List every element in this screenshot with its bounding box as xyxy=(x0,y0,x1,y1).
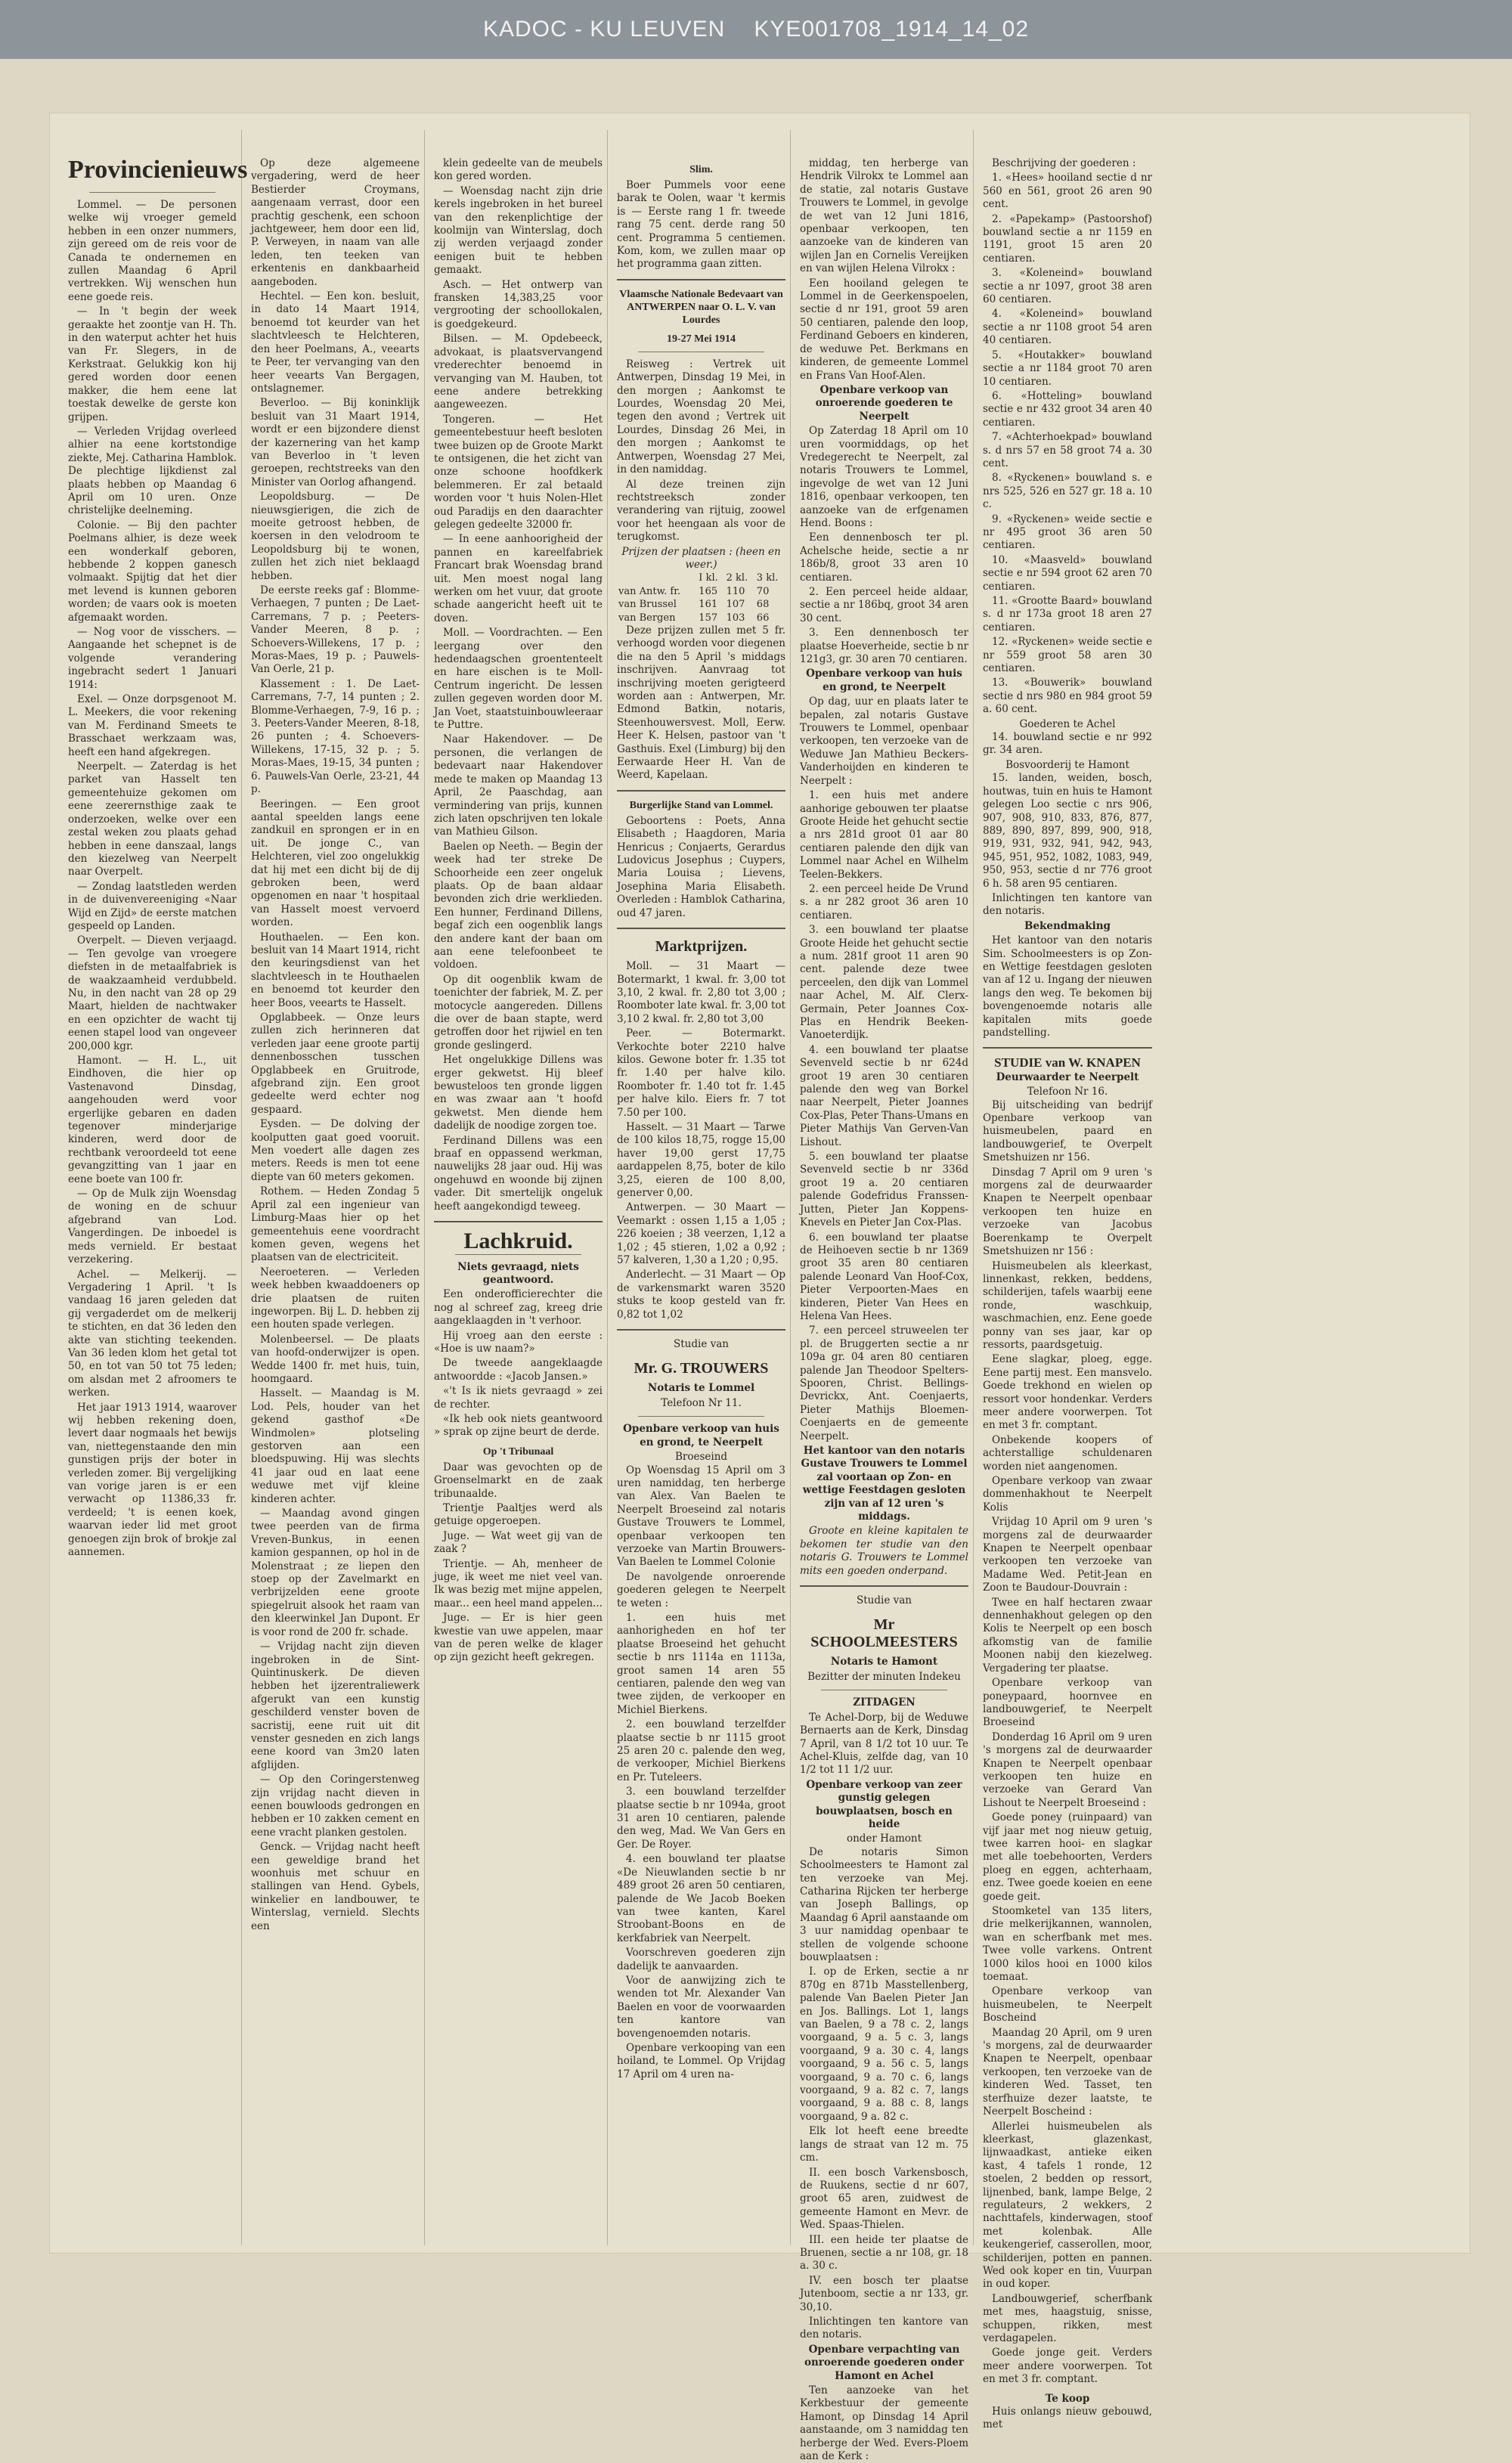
table-row xyxy=(617,598,785,611)
article-paragraph: De eerste reeks gaf : Blomme-Verhaegen, 7 punten ; De Laet-Carremans, 7 p. ; Peeters-Vander Meeren, 8 p. ; Schoevers-Willekens, 17 p. ; Moras-Maes, 19 p. ; Pauwels-Van Oerle, 21 p. xyxy=(251,584,420,676)
article-paragraph: Hasselt. — 31 Maart — Tarwe de 100 kilos 18,75, rogge 15,00 haver 19,00 gerst 17,75 aardappelen 8,75, boter de kilo 3,25, eieren de 100 8,00, generver 0,00. xyxy=(617,1120,785,1199)
subsection-label: Bosvoorderij te Hamont xyxy=(1005,758,1129,771)
article-paragraph: Inlichtingen ten kantore van den notaris. xyxy=(983,891,1152,918)
divider xyxy=(434,1221,603,1222)
article-paragraph: — Woensdag nacht zijn drie kerels ingebroken in het bureel van den rekenplichtige der koolmijn van Winterslag, doch zij werden verjaagd zonder eenigen buit te hebben gemaakt. xyxy=(434,184,603,277)
divider xyxy=(617,1329,785,1331)
divider xyxy=(617,279,785,280)
article-paragraph: Lommel. — De personen welke wij vroeger gemeld hebben in een onzer nummers, zijn gereed om de reis voor de Canada te ondernemen en zullen Maandag 6 April vertrekken. Wij wenschen hun eene goede reis. xyxy=(68,199,237,303)
article-paragraph: III. een heide ter plaatse de Bruenen, sectie a nr 108, gr. 18 a. 30 c. xyxy=(800,2233,968,2272)
table-cell: I kl. xyxy=(699,572,718,584)
article-paragraph: IV. een bosch ter plaatse Jutenboom, sectie a nr 133, gr. 30,10. xyxy=(800,2274,968,2313)
prices-title: Prijzen der plaatsen : (heen en weer.) xyxy=(621,545,781,571)
article-paragraph: Voorschreven goederen zijn dadelijk te aanvaarden. xyxy=(617,1947,785,1972)
article-paragraph: 1. een huis met andere aanhorige gebouwen ter plaatse Groote Heide het gehucht sectie a nrs 281d groot 01 aar 80 centiaren palende den dijk van Lommel naar Achel en Wilhelm Teelen-Bekkers. xyxy=(800,789,968,881)
te-koop-title: Te koop xyxy=(1045,2392,1090,2405)
article-paragraph: — Maandag avond gingen twee peerden van de firma Vreven-Bunkus, in eenen kamion gespannen, op hol in de Molenstraat ; ze liepen den stoep op der Zavelmarkt en verbrijzelden eene groote spiegelruit alsook het raam van den kleerwinkel Jan Dupont. Er is voor rond de 200 fr. schade. xyxy=(251,1507,420,1638)
article-paragraph: Moll. — Voordrachten. — Een leergang over den hedendaagschen groententeelt en hare eischen is te Moll-Centrum ingericht. De lessen zullen gegeven worden door M. Jan Voet, staatstuinbouwleeraar te Puttre. xyxy=(434,627,603,732)
article-paragraph: Rothem. — Heden Zondag 5 April zal een ingenieur van Limburg-Maas hier op het gemeentehuis eene voordracht komen geven, wegens het plaatsen van de electriciteit. xyxy=(251,1185,420,1264)
subsection-title-slim: Slim. xyxy=(689,164,713,175)
article-paragraph: 5. «Houtakker» bouwland sectie a nr 1184 groot 70 aren 10 centiaren. xyxy=(983,349,1152,388)
article-paragraph: 3. een bouwland terzelfder plaatse sectie b nr 1094a, groot 31 aren 10 centiaren, palende den weg, Mad. We Van Gers en Ger. De Royer. xyxy=(617,1786,785,1851)
article-paragraph: Boer Pummels voor eene barak te Oolen, waar 't kermis is — Eerste rang 1 fr. tweede rang 75 cent. derde rang 50 cent. Programma 5 centiemen. Kom, kom, we zullen maar op het programma gaan zitten. xyxy=(617,179,785,271)
column-6 xyxy=(978,130,1157,2431)
table-row xyxy=(617,585,785,598)
article-paragraph: Neeroeteren. — Verleden week hebben kwaaddoeners op drie plaatsen de ruiten ingeworpen. Bij L. D. hebben zij een houten spade verlegen. xyxy=(251,1266,420,1331)
article-paragraph: middag, ten herberge van Hendrik Vilrokx te Lommel aan de statie, zal notaris Gustave Trouwers te Lommel, in gevolge de wet van 12 Juni 1816, openbaar verkoopen, ten aanzoeke van de kinderen van wijlen Jan en Cornelis Vereijken en van wijlen Helena Vilrokx : xyxy=(800,157,968,275)
table-cell: 165 xyxy=(699,585,718,597)
article-paragraph: Anderlecht. — 31 Maart — Op de varkensmarkt waren 3520 stuks te koop gesteld van fr. 0,82 tot 1,02 xyxy=(617,1269,785,1321)
article-paragraph: Beverloo. — Bij koninklijk besluit van 31 Maart 1914, wordt er een bijzondere dienst der kazernering van het kamp van Beverloo in 't leven geroepen, rechtstreeks van den Minister van Oorlog afhangend. xyxy=(251,397,420,488)
article-paragraph: 9. «Ryckenen» weide sectie e nr 495 groot 36 aren 50 centiaren. xyxy=(983,513,1152,552)
bedevaart-dates: 19-27 Mei 1914 xyxy=(667,333,736,345)
article-paragraph: Al deze treinen zijn rechtstreeksch zonder verandering van rijtuig, zoowel voor het heengaan als voor de terugkomst. xyxy=(617,478,785,544)
article-paragraph: 4. «Koleneind» bouwland sectie a nr 1108 groot 54 aren 40 centiaren. xyxy=(983,308,1152,347)
table-cell: 70 xyxy=(756,585,770,597)
knapen-subtitle: Deurwaarder te Neerpelt xyxy=(996,1070,1139,1083)
article-paragraph: Openbare verkoop van huismeubelen, te Neerpelt Boscheind xyxy=(983,1985,1152,2025)
article-paragraph: Bilsen. — M. Opdebeeck, advokaat, is plaatsvervangend vrederechter benoemd in vervanging van M. Hauben, tot eene andere betrekking aangeweezen. xyxy=(434,333,603,411)
article-paragraph: — In eene aanhoorigheid der pannen en kareelfabriek Francart brak Woensdag brand uit. Men moest nogal lang werken om het vuur, dat groote schade aangericht heeft uit te doven. xyxy=(434,533,603,624)
article-paragraph: 2. een perceel heide De Vrund s. a nr 282 groot 36 aren 10 centiaren. xyxy=(800,882,968,922)
article-paragraph: 8. «Ryckenen» bouwland s. e nrs 525, 526 en 527 gr. 18 a. 10 c. xyxy=(983,472,1152,511)
sale-title: Openbare verkoop van huis en grond, te Neerpelt xyxy=(623,1423,779,1448)
article-paragraph: — Op de Mulk zijn Woensdag de woning en de schuur afgebrand van Lod. Vangerdingen. De inboedel is meds vernield. Er bestaat verzekering. xyxy=(68,1188,237,1266)
article-paragraph: Trientje. — Ah, menheer de juge, ik weet me niet veel van. Ik was bezig met mijne appelen, maar... een heel mand appelen... xyxy=(434,1557,603,1609)
divider xyxy=(89,192,215,193)
article-paragraph: 10. «Maasveld» bouwland sectie e nr 594 groot 62 aren 70 centiaren. xyxy=(983,553,1152,593)
article-paragraph: Naar Hakendover. — De personen, die verlangen de bedevaart naar Hakendover mede te maken op Maandag 13 April, 2e Paaschdag, aan vermindering van prijs, kunnen zich laten opschrijven ten lokale van Mathieu Gilson. xyxy=(434,733,603,838)
article-paragraph: Voor de aanwijzing zich te wenden tot Mr. Alexander Van Baelen en voor de voorwaarden ten kantore van bovengenoemden notaris. xyxy=(617,1974,785,2040)
article-paragraph: Hechtel. — Een kon. besluit, in dato 14 Maart 1914, benoemd tot keurder van het slachtvleesch te Helchteren, den heer Poelmans, A., veearts te Peer, ter vervanging van den heer veearts Van Bergagen, ontslagnemer. xyxy=(251,290,420,395)
article-paragraph: Hamont. — H. L., uit Eindhoven, die hier op Vastenavond Dinsdag, aangehouden werd voor ergerlijke gebaren en daden tegenover minderjarige kinderen, werd door de rechtbank veroordeeld tot eene gevangzitting van 1 jaar en eene boete van 100 fr. xyxy=(68,1055,237,1185)
article-paragraph: 2. «Papekamp» (Pastoorshof) bouwland sectie a nr 1159 en 1191, groot 15 aren 20 centiaren. xyxy=(983,212,1152,265)
table-cell: 110 xyxy=(726,585,745,597)
article-paragraph: Op deze algemeene vergadering, werd de heer Bestierder Croymans, aangenaam verrast, door een prachtig geschenk, een schoon jachtgeweer, hem door een lid, P. Verweyen, in naam van alle leden, ten teeken van erkentenis en dankbaarheid aangeboden. xyxy=(251,157,420,288)
article-paragraph: Asch. — Het ontwerp van fransken 14,383,25 voor vergrooting der schoollokalen, is goedgekeurd. xyxy=(434,278,603,330)
article-paragraph: — Nog voor de visschers. — Aangaande het schepnet is de volgende verandering ingebracht sedert 1 Januari 1914: xyxy=(68,626,237,691)
studie-label: Studie van xyxy=(857,1594,912,1607)
article-paragraph: Ten aanzoeke van het Kerkbestuur der gemeente Hamont, op Dinsdag 14 April aanstaande, om 3 namiddag ten herberge der Wed. Evers-Ploem aan de Kerk : xyxy=(800,2384,968,2463)
table-cell: 68 xyxy=(756,599,770,611)
archive-header-bar xyxy=(0,0,1512,59)
article-paragraph: Inlichtingen ten kantore van den notaris. xyxy=(800,2315,968,2341)
column-3 xyxy=(429,130,608,2245)
article-paragraph: Goede jonge geit. Verders meer andere voorwerpen. Tot en met 3 fr. comptant. xyxy=(983,2347,1152,2386)
notary-subtitle: Bezitter der minuten Indekeu xyxy=(807,1670,961,1683)
table-cell xyxy=(617,572,697,584)
bekendmaking-title: Bekendmaking xyxy=(1024,919,1111,932)
sale-title: Openbare verkoop van huis en grond, te Neerpelt xyxy=(806,668,962,693)
section-title-provincienieuws: Provincienieuws xyxy=(68,156,248,184)
article-paragraph: Een dennenbosch ter pl. Achelsche heide, sectie a nr 186b/8, groot 33 aren 10 centiaren. xyxy=(800,531,968,584)
article-paragraph: Elk lot heeft eene breedte langs de straat van 12 m. 75 cm. xyxy=(800,2125,968,2164)
article-paragraph: Onbekende koopers of achterstallige schuldenaren worden niet aangenomen. xyxy=(983,1433,1152,1473)
article-paragraph: Beeringen. — Een groot aantal speelden langs eene zandkuil en sprongen er in en uit. De jonge C., van Helchteren, viel zoo ongelukkig dat hij met een dicht bij de dij gebroken been, werd opgenomen en naar 't hospitaal van Hasselt moest vervoerd worden. xyxy=(251,798,420,929)
article-paragraph: De navolgende onroerende goederen gelegen te Neerpelt te weten : xyxy=(617,1570,785,1609)
column-4 xyxy=(612,130,791,2245)
article-paragraph: Geboortens : Poets, Anna Elisabeth ; Haagdoren, Maria Henricus ; Conjaerts, Gerardus Ludovicus Josephus ; Cuypers, Maria Louisa ; Lievens, Josephina Maria Elisabeth. Overleden : Hamblok Catharina, oud 47 jaren. xyxy=(617,814,785,919)
lachkruid-subtitle: Niets gevraagd, niets geantwoord. xyxy=(457,1260,579,1286)
article-paragraph: 3. Een dennenbosch ter plaatse Hoeverheide, sectie b nr 121g3, gr. 30 aren 70 centiaren. xyxy=(800,627,968,666)
marktprijzen-title: Marktprijzen. xyxy=(655,938,748,956)
article-paragraph: Het ongelukkige Dillens was erger gekwetst. Hij bleef bewusteloos ten gronde liggen en was zwaar aan 't hoofd gekwetst. Men diende hem dadelijk de noodige zorgen toe. xyxy=(434,1054,603,1132)
notary-name: Mr. G. TROUWERS xyxy=(634,1360,769,1377)
article-paragraph: «Ik heb ook niets geantwoord » sprak op zijne beurt de derde. xyxy=(434,1412,603,1439)
article-paragraph: Opglabbeek. — Onze leurs zullen zich herinneren dat verleden jaar eene groote partij dennenbosschen tusschen Opglabbeek en Gruitrode, afgebrand zijn. Een groot gedeelte werd echter nog gespaard. xyxy=(251,1012,420,1116)
article-paragraph: I. op de Erken, sectie a nr 870g en 871b Masstellenberg, palende Van Baelen Pieter Jan en Jos. Ballings. Lot 1, langs van Baelen, 9 a 78 c. 2, langs voorgaand, 9 a. 5 c. 3, langs voorgaand, 9 a. 30 c. 4, langs voorgaand, 9 a. 56 c. 5, langs voorgaand, 9 a. 70 c. 6, langs voorgaand, 9 a. 82 c. 7, langs voorgaand, 9 a. 88 c. 8, langs voorgaand, 9 a. 82 c. xyxy=(800,1966,968,2123)
article-paragraph: 7. «Achterhoekpad» bouwland s. d nrs 57 en 58 groot 74 a. 30 cent. xyxy=(983,431,1152,469)
newspaper-page xyxy=(50,113,1470,2463)
article-paragraph: Juge. — Er is hier geen kwestie van uwe appelen, maar van de peren welke de klager op zijn gezicht heeft gekregen. xyxy=(434,1612,603,1664)
article-paragraph: klein gedeelte van de meubels kon gered worden. xyxy=(434,157,603,183)
section-title-lachkruid: Lachkruid. xyxy=(463,1228,573,1254)
knapen-studio-title: STUDIE van W. KNAPEN xyxy=(994,1055,1141,1070)
knapen-telephone: Telefoon Nr 16. xyxy=(1027,1086,1108,1098)
bedevaart-title: Vlaamsche Nationale Bedevaart van ANTWERPEN naar O. L. V. van Lourdes xyxy=(619,288,783,326)
article-paragraph: Twee en half hectaren zwaar dennenhakhout gelegen op den Kolis te Neerpelt op een bosch afkomstig van de familie Moonen nabij den kiezelweg. Vergadering ter plaatse. xyxy=(983,1596,1152,1675)
sale-title: Openbare verkoop van onroerende goederen te Neerpelt xyxy=(815,383,953,423)
article-paragraph: Exel. — Onze dorpsgenoot M. L. Meekers, die voor rekening van M. Ferdinand Smeets te Brasschaet werkzaam was, heeft een hand afgekregen. xyxy=(68,693,237,758)
article-paragraph: — In 't begin der week geraakte het zoontje van H. Th. in den waterput achter het huis van Fr. Slegers, in de Kerkstraat. Gelukkig kon hij gered worden door eenen makker, die hem eene lat toestak dewelke de gerste kon grijpen. xyxy=(68,305,237,423)
sale-title: Openbare verpachting van onroerende goederen onder Hamont en Achel xyxy=(804,2343,964,2382)
column-1 xyxy=(64,130,248,2245)
article-paragraph: Huismeubelen als kleerkast, linnenkast, rekken, beddens, schilderijen, tafels waarbij eene ronde, waschkuip, waschmachien, enz. Eene goede ponny van ses jaar, kar op ressorts, paardsgetuig. xyxy=(983,1259,1152,1351)
table-cell: 103 xyxy=(726,612,745,624)
notary-telephone: Telefoon Nr 11. xyxy=(661,1396,742,1409)
article-paragraph: — Op den Coringerstenweg zijn vrijdag nacht dieven in eenen bouwloods gedrongen en hebben er 10 zakken cement en eene vracht planken gestolen. xyxy=(251,1774,420,1839)
article-paragraph: Openbare verkoop van poneypaard, hoornvee en landbouwgerief, te Neerpelt Broeseind xyxy=(983,1677,1152,1729)
article-paragraph: Op Zaterdag 18 April om 10 uren voormiddags, op het Vredegerecht te Neerpelt, zal notaris Trouwers te Lommel, ingevolge de wet van 12 Juni 1816, openbaar verkoopen, ten aanzoeke van de erfgenamen Hend. Boons : xyxy=(800,425,968,529)
article-paragraph: Openbare verkooping van een hoiland, te Lommel. Op Vrijdag 17 April om 4 uren na- xyxy=(617,2041,785,2080)
article-paragraph: Bij uitscheiding van bedrijf Openbare verkoop van huismeubelen, paard en landbouwgerief, te Overpelt Smetshuizen nr 156. xyxy=(983,1098,1152,1164)
article-paragraph: — Verleden Vrijdag overleed alhier na eene kortstondige ziekte, Mej. Catharina Hamblok. De plechtige lijkdienst zal plaats hebben op Maandag 6 April om 10 uren. Onze christelijke deelneming. xyxy=(68,425,237,517)
article-paragraph: Neerpelt. — Zaterdag is het parket van Hasselt ten gemeentehuize gekomen om eene zeerernsthige zaak te onderzoeken, welke over een zestal weken zou plaats gehad hebben in eene danszaal, langs den kiezelweg van Neerpelt naar Overpelt. xyxy=(68,761,237,878)
article-paragraph: Goede poney (ruinpaard) van vijf jaar met nog nieuw getuig, twee karren hooi- en slagkar met alle toebehoorten, Verders ploeg en eggen, achterhaam, enz. Twee goede koeien en eene goede geit. xyxy=(983,1811,1152,1903)
article-paragraph: — Zondag laatstleden werden in de duivenvereeniging «Naar Wijd en Zijd» de eerste matchen gespeeld op Landen. xyxy=(68,880,237,932)
divider xyxy=(983,1047,1152,1049)
article-paragraph: Baelen op Neeth. — Begin der week had ter streke De Schoorheide een zeer ongeluk plaats. Op de baan aldaar bevonden zich drie werklieden. Een hunner, Ferdinand Dillens, begaf zich een oogenblik langs den andere kant der baan om aan eene telefoonbeet te voldoen. xyxy=(434,840,603,971)
article-paragraph: Overpelt. — Dieven verjaagd. — Ten gevolge van vroegere diefsten in de metaalfabriek is de waakzaamheid verdubbeld. Nu, in den nacht van 28 op 29 Maart, hielden de nachtwaker en een opzichter de wacht tij eenen stapel lood van ongeveer 200,000 kgr. xyxy=(68,934,237,1052)
article-paragraph: Achel. — Melkerij. — Vergadering 1 April. 't Is vandaag 16 jaren geleden dat gij vergaderdet om de melkerij te stichten, en dat 36 leden den akte van stichting teekenden. Van 36 leden klom het getal tot 50, en tot van 50 tot 75 leden; om alsdan met 2 afroomers te werken. xyxy=(68,1268,237,1399)
article-paragraph: Klassement : 1. De Laet-Carremans, 7-7, 14 punten ; 2. Blomme-Verhaegen, 7-9, 16 p. ; 3. Peeters-Vander Meeren, 8-18, 26 punten ; 4. Schoevers-Willekens, 17-15, 32 p. ; 5. Moras-Maes, 19-15, 34 punten ; 6. Pauwels-Van Oerle, 23-21, 44 p. xyxy=(251,677,420,796)
article-paragraph: Peer. — Botermarkt. Verkochte boter 2210 halve kilos. Gewone boter fr. 1.35 tot fr. 1.40 per halve kilo. Roomboter fr. 1.40 tot fr. 1.45 per halve kilo. Eiers fr. 7 tot 7.50 per 100. xyxy=(617,1027,785,1119)
divider xyxy=(638,1416,764,1417)
article-paragraph: De tweede aangeklaagde antwoordde : «Jacob Jansen.» xyxy=(434,1357,603,1383)
article-paragraph: Beschrijving der goederen : xyxy=(992,157,1136,169)
article-paragraph: Reisweg : Vertrek uit Antwerpen, Dinsdag 19 Mei, in den morgen ; Aankomst te Lourdes, Woensdag 20 Mei, tegen den avond ; Vertrek uit Lourdes, Dinsdag 26 Mei, in den morgen ; Aankomst te Antwerpen, Woensdag 27 Mei, in den namiddag. xyxy=(617,358,785,476)
article-paragraph: 2. Een perceel heide aldaar, sectie a nr 186bq, groot 34 aren 30 cent. xyxy=(800,586,968,624)
article-paragraph: 6. een bouwland ter plaatse de Heihoeven sectie b nr 1369 groot 35 aren 80 centiaren palende Leonard Van Hoof-Cox, Pieter Verpoorten-Maes en kinderen, Pieter Van Hees en Helena Van Hees. xyxy=(800,1231,968,1322)
article-paragraph: Allerlei huismeubelen als kleerkast, glazenkast, lijnwaadkast, antieke eiken kast, 4 tafels 1 ronde, 12 stoelen, 2 bedden op ressort, lijnenbed, bank, lampe Belge, 2 regulateurs, 2 wekkers, 2 nachttafels, kinderwagen, stoof met kolenbak. Alle keukengerief, casserollen, moor, schilderijen, potten en pannen. Wed ook koper en tin, Vuurpan in oud koper. xyxy=(983,2120,1152,2291)
article-paragraph: Colonie. — Bij den pachter Poelmans alhier, is deze week een wonderkalf geboren, hebbende 2 koppen ganesch volmaakt. Spijtig dat het dier met levend is kunnen geboren worden; de vaars ook is moeten afgemaakt worden. xyxy=(68,519,237,624)
table-cell: 161 xyxy=(699,599,718,611)
article-paragraph: Een onderofficierechter die nog al schreef zag, kreeg drie aangeklaagden in 't verhoor. xyxy=(434,1288,603,1328)
studie-label: Studie van xyxy=(674,1338,729,1351)
article-paragraph: Op dit oogenblik kwam de toenichter der fabriek, M. Z. per motocycle aangereden. Dillens die over de baan stapte, werd getroffen door het rijwiel en ten gronde geslingerd. xyxy=(434,973,603,1052)
newspaper-columns xyxy=(64,130,1462,2463)
article-paragraph: Het jaar 1913 1914, waarover wij hebben rekening doen, levert daar nogmaals het bewijs van, niettegenstaande den min gunstigen prijs der boter in verleden zomer. Bij vergelijking van vorige jaren is er een verwacht op 11386,33 fr. verdeeld; 't is eenen koek, waarvan ieder lid met groot genoegen zijn brok of brokje zal aannemen. xyxy=(68,1401,237,1559)
table-cell: 157 xyxy=(699,612,718,624)
article-paragraph: 4. een bouwland ter plaatse Sevenveld sectie b nr 624d groot 19 aren 30 centiaren palende den weg van Borkel naar Neerpelt, Pieter Joannes Cox-Plas, Peter Thans-Umans en Pieter Mathijs Van Gerven-Van Lishout. xyxy=(800,1043,968,1148)
table-row xyxy=(617,612,785,624)
price-table xyxy=(617,572,785,624)
article-paragraph: 4. een bouwland ter plaatse «De Nieuwlanden sectie b nr 489 groot 26 aren 50 centiaren, palende de We Jacob Boeken van twee kanten, Karel Stroobant-Boons en de kerkfabriek van Neerpelt. xyxy=(617,1853,785,1944)
article-paragraph: Genck. — Vrijdag nacht heeft een geweldige brand het woonhuis met schuur en stallingen van Hend. Gybels, winkelier en landbouwer, te Winterslag, vernield. Slechts een xyxy=(251,1841,420,1932)
table-cell: van Antw. fr. xyxy=(618,585,681,597)
zitdagen-title: ZITDAGEN xyxy=(853,1696,916,1709)
table-cell: 2 kl. xyxy=(726,572,748,584)
article-paragraph: Leopoldsburg. — De nieuwsgierigen, die zich de moeite getroost hebben, de koersen in den velodroom te Leopoldsburg bij te wonen, zullen het zich niet beklaagd hebben. xyxy=(251,491,420,582)
article-paragraph: 1. «Hees» hooiland sectie d nr 560 en 561, groot 26 aren 90 cent. xyxy=(983,172,1152,211)
subsection-label: Goederen te Achel xyxy=(1019,717,1116,730)
table-row xyxy=(617,572,785,584)
article-paragraph: 1. een huis met aanhorigheden en hof ter plaatse Broeseind het gehucht sectie b nrs 1114a en 1113a, groot samen 14 aren 55 centiaren, palende den weg van twee zijden, de verkooper en Michiel Bierkens. xyxy=(617,1611,785,1716)
article-paragraph: Trientje Paaltjes werd als getuige opgeroepen. xyxy=(434,1502,603,1528)
article-paragraph: II. een bosch Varkensbosch, de Ruukens, sectie d nr 607, groot 65 aren, zuidwest de gemeente Hamont en Mevr. de Wed. Spaas-Thielen. xyxy=(800,2166,968,2232)
article-paragraph: Hij vroeg aan den eerste : «Hoe is uw naam?» xyxy=(434,1329,603,1355)
article-paragraph: De notaris Simon Schoolmeesters te Hamont zal ten verzoeke van Mej. Catharina Rijcken ter herberge van Joseph Ballings, op Maandag 6 April aanstaande om 3 uur namiddag openbaar te stellen de volgende schoone bouwplaatsen : xyxy=(800,1845,968,1963)
article-paragraph: Moll. — 31 Maart — Botermarkt, 1 kwal. fr. 3,00 tot 3,10, 2 kwal. fr. 2,80 tot 3,00 ; Roomboter late kwal. fr. 3,00 tot 3,10 2 kwal. fr. 2,80 tot 3,00 xyxy=(617,960,785,1025)
table-cell: 107 xyxy=(726,599,745,611)
column-5 xyxy=(795,130,974,2463)
article-paragraph: Houthaelen. — Een kon. besluit van 14 Maart 1914, richt den keuringsdienst van het slachtvleesch in te Houthaelen en benoemd tot keurder den heer Boos, veearts te Hasselt. xyxy=(251,931,420,1009)
notary-role: Notaris te Lommel xyxy=(647,1382,755,1395)
article-paragraph: 2. een bouwland terzelfder plaatse sectie b nr 1115 groot 25 aren 20 c. palende den weg, de verkooper, Michiel Bierkens en Pr. Tuteleers. xyxy=(617,1718,785,1783)
article-paragraph: 13. «Bouwerik» bouwland sectie d nrs 980 en 984 groot 59 a. 60 cent. xyxy=(983,677,1152,716)
archive-identifier: KYE001708_1914_14_02 xyxy=(754,17,1030,42)
divider xyxy=(617,928,785,929)
article-paragraph: 3. «Koleneind» bouwland sectie a nr 1097, groot 38 aren 60 centiaren. xyxy=(983,267,1152,306)
article-paragraph: Donderdag 16 April om 9 uren 's morgens zal de deurwaarder Knapen te Neerpelt openbaar verkoopen ten huize en verzoeke van Gerard Van Lishout te Neerpelt Broeseind : xyxy=(983,1730,1152,1809)
article-paragraph: Ferdinand Dillens was een braaf en oppassend werkman, nauwelijks 28 jaar oud. Hij was ongehuwd en woonde bij zijnen vader. Dit smertelijk ongeluk heeft aangekondigd teweeg. xyxy=(434,1134,603,1213)
sale-title: Openbare verkoop van zeer gunstig gelegen bouwplaatsen, bosch en heide xyxy=(806,1778,962,1830)
article-paragraph: Dinsdag 7 April om 9 uren 's morgens zal de deurwaarder Knapen te Neerpelt openbaar verkoopen ten huize en verzoeke van Jacobus Boerenkamp te Overpelt Smetshuizen nr 156 : xyxy=(983,1166,1152,1258)
article-paragraph: Te Achel-Dorp, bij de Weduwe Bernaerts aan de Kerk, Dinsdag 7 April, van 8 1/2 tot 10 uur. Te Achel-Kluis, zelfde dag, van 10 1/2 tot 11 1/2 uur. xyxy=(800,1711,968,1777)
article-paragraph: Tongeren. — Het gemeentebestuur heeft besloten twee buizen op de Groote Markt te ontsigenen, die het zicht van onze schoone hoofdkerk belemmeren. Er zal betaald worden voor 't huis Nolen-Hlet oud Paradijs en den daarachter gelegen gedeelte 32000 fr. xyxy=(434,413,603,531)
article-paragraph: 11. «Grootte Baard» bouwland s. d nr 173a groot 18 aren 27 centiaren. xyxy=(983,595,1152,634)
article-paragraph: Juge. — Wat weet gij van de zaak ? xyxy=(434,1529,603,1556)
article-paragraph: 15. landen, weiden, bosch, houtwas, tuin en huis te Hamont gelegen Loo sectie c nrs 906, 907, 908, 910, 833, 876, 877, 889, 890, 897, 899, 900, 918, 919, 931, 932, 941, 942, 943, 945, 951, 952, 1082, 1083, 949, 950, 953, sectie d nr 776 groot 6 h. 58 aren 95 centiaren. xyxy=(983,772,1152,890)
article-paragraph: Op Woensdag 15 April om 3 uren namiddag, ten herberge van Alex. Van Baelen te Neerpelt Broeseind zal notaris Gustave Trouwers te Lommel, openbaar verkoopen ten verzoeke van Martin Brouwers-Van Baelen te Lommel Colonie xyxy=(617,1464,785,1569)
article-paragraph: «'t Is ik niets gevraagd » zei de rechter. xyxy=(434,1385,603,1411)
article-paragraph: Antwerpen. — 30 Maart — Veemarkt : ossen 1,15 a 1,05 ; 226 koeien ; 38 veerzen, 1,12 a 1,02 ; 45 stieren, 1,02 a 0,92 ; 57 kalveren, 1,30 a 1,20 ; 0,95. xyxy=(617,1201,785,1267)
article-paragraph: Eene slagkar, ploeg, egge. Eene partij mest. Een mansvelo. Goede trekhond en wielen op ressort voor hondenkar. Verders meer andere voorwerpen. Tot en met 3 fr. comptant. xyxy=(983,1353,1152,1432)
article-paragraph: Maandag 20 April, om 9 uren 's morgens, zal de deurwaarder Knapen te Neerpelt, openbaar verkoopen, ten verzoeke van de kinderen Wed. Tasset, ten sterfhuize dezer laatste, te Neerpelt Boscheind : xyxy=(983,2026,1152,2118)
column-2 xyxy=(246,130,425,2245)
article-paragraph: Molenbeersel. — De plaats van hoofd-onderwijzer is open. Wedde 1400 fr. met huis, tuin, hoomgaard. xyxy=(251,1333,420,1385)
article-paragraph: Stoomketel van 135 liters, drie melkerijkannen, wannolen, wan en scherfbank met mes. Twee volle varkens. Ontrent 1000 kilos hooi en 1000 kilos toemaat. xyxy=(983,1905,1152,1984)
article-paragraph: 5. een bouwland ter plaatse Sevenveld sectie b nr 336d groot 19 a. 20 centiaren palende Godefridus Franssen-Jutten, Pieter Jan Koppens-Knevels en Pieter Jan Cox-Plas. xyxy=(800,1151,968,1229)
article-paragraph: Eysden. — De dolving der koolputten gaat goed vooruit. Men voedert alle dagen zes meters. Reeds is men tot eene diepte van 60 meters gekomen. xyxy=(251,1118,420,1183)
table-cell: van Brussel xyxy=(618,599,677,611)
article-paragraph: Huis onlangs nieuw gebouwd, met xyxy=(983,2406,1152,2431)
article-paragraph: 12. «Ryckenen» weide sectie e nr 559 groot 58 aren 30 centiaren. xyxy=(983,636,1152,675)
article-paragraph: Deze prijzen zullen met 5 fr. verhoogd worden voor diegenen die na den 5 April 's middags inschrijven. Aanvraag tot inschrijving moeten gerigteerd worden aan : Antwerpen, Mr. Edmond Batkin, notaris, Steenhouwersvest. Moll, Eerw. Heer K. Helsen, pastoor van 't Gasthuis. Exel (Limburg) bij den Eerwaarde Heer H. Van de Weerd, Kapelaan. xyxy=(617,624,785,782)
article-paragraph: 3. een bouwland ter plaatse Groote Heide het gehucht sectie a num. 281f groot 11 aren 90 cent. palende deze twee perceelen, den dijk van Lommel naar Achel, M. Alf. Clerx-Germain, Peter Joannes Cox-Plas en Hendrik Beeken-Vanoeterdijk. xyxy=(800,924,968,1042)
divider xyxy=(800,1585,968,1587)
article-paragraph: Daar was gevochten op de Groenselmarkt en de zaak tribunaalde. xyxy=(434,1461,603,1500)
divider xyxy=(617,790,785,792)
article-paragraph: Een hooiland gelegen te Lommel in de Geerkenspoelen, sectie d nr 191, groot 59 aren 50 centiaren, palende den loop, Ferdinand Geboers en kinderen, de weduwe Pet. Berkmans en kinderen, de gemeente Lommel en Frans Van Hoof-Alen. xyxy=(800,277,968,382)
article-paragraph: 14. bouwland sectie e nr 992 gr. 34 aren. xyxy=(983,731,1152,757)
table-cell: 66 xyxy=(756,612,770,624)
office-notice: Het kantoor van den notaris Gustave Trouwers te Lommel zal voortaan op Zon- en wettige Feestdagen gesloten zijn van af 12 uren 's middags. xyxy=(801,1445,968,1523)
article-paragraph: Openbare verkoop van zwaar dommenhakhout te Neerpelt Kolis xyxy=(983,1475,1152,1513)
article-paragraph: Het kantoor van den notaris Sim. Schoolmeesters is op Zon- en Wettige feestdagen gesloten van af 12 u. Ingang der nieuwen langs den weg. Te bekomen bij bovengenoemde notaris alle kapitalen mits goede pandstelling. xyxy=(983,934,1152,1039)
notary-role: Notaris te Hamont xyxy=(830,1656,938,1668)
archive-collection: KADOC - KU LEUVEN xyxy=(482,17,726,42)
table-cell: 3 kl. xyxy=(756,572,779,584)
divider xyxy=(455,1254,581,1255)
notary-name: Mr SCHOOLMEESTERS xyxy=(810,1616,958,1651)
table-cell: van Bergen xyxy=(618,612,676,624)
burgerlijke-stand-title: Burgerlijke Stand van Lommel. xyxy=(629,799,773,811)
article-paragraph: Op dag, uur en plaats later te bepalen, zal notaris Gustave Trouwers te Lommel, openbaar verkoopen, ten verzoeke van de Weduwe Jan Mathieu Beckers-Vanderhoijden en kinderen te Neerpelt : xyxy=(800,696,968,787)
article-paragraph: — Vrijdag nacht zijn dieven ingebroken in de Sint-Quintinuskerk. De dieven hebben het ijzerentraliewerk afgerukt van een kunstig geschilderd venster boven de sacristij, eene ruit uit dit venster gesneden en zich langs eene koord van 3m20 laten afglijden. xyxy=(251,1640,420,1771)
article-paragraph: Vrijdag 10 April om 9 uren 's morgens zal de deurwaarder Knapen te Neerpelt openbaar verkoopen ten verzoeke van Madame Wed. Petit-Jean en Zoon te Baudour-Douvrain : xyxy=(983,1516,1152,1594)
article-paragraph: 7. een perceel struweelen ter pl. de Bruggerten sectie a nr 109a gr. 04 aren 80 centiaren palende Jan Theodoor Spelters-Spooren, Christ. Bellings-Devrickx, Ant. Coenjaerts, Pieter Mathijs Bloemen-Coenjaerts en de gemeente Neerpelt. xyxy=(800,1324,968,1442)
article-paragraph: 6. «Hotteling» bouwland sectie e nr 432 groot 34 aren 40 centiaren. xyxy=(983,389,1152,429)
article-paragraph: Hasselt. — Maandag is M. Lod. Pels, houder van het gekend gasthof «De Windmolen» plotseling gestorven aan een bloedspuwing. Hij was slechts 41 jaar oud en laat eene weduwe met vijf kleine kinderen achter. xyxy=(251,1387,420,1505)
article-paragraph: Groote en kleine kapitalen te bekomen ter studie van den notaris G. Trouwers te Lommel mits een goeden onderpand. xyxy=(800,1525,968,1577)
subsection-title-tribunaal: Op 't Tribunaal xyxy=(482,1445,554,1458)
article-paragraph: Landbouwgerief, scherfbank met mes, haagstuig, snisse, schuppen, rikken, mest verdagapelen. xyxy=(983,2292,1152,2344)
sale-subtitle: Broeseind xyxy=(674,1451,728,1464)
sale-subtitle: onder Hamont xyxy=(846,1833,922,1845)
